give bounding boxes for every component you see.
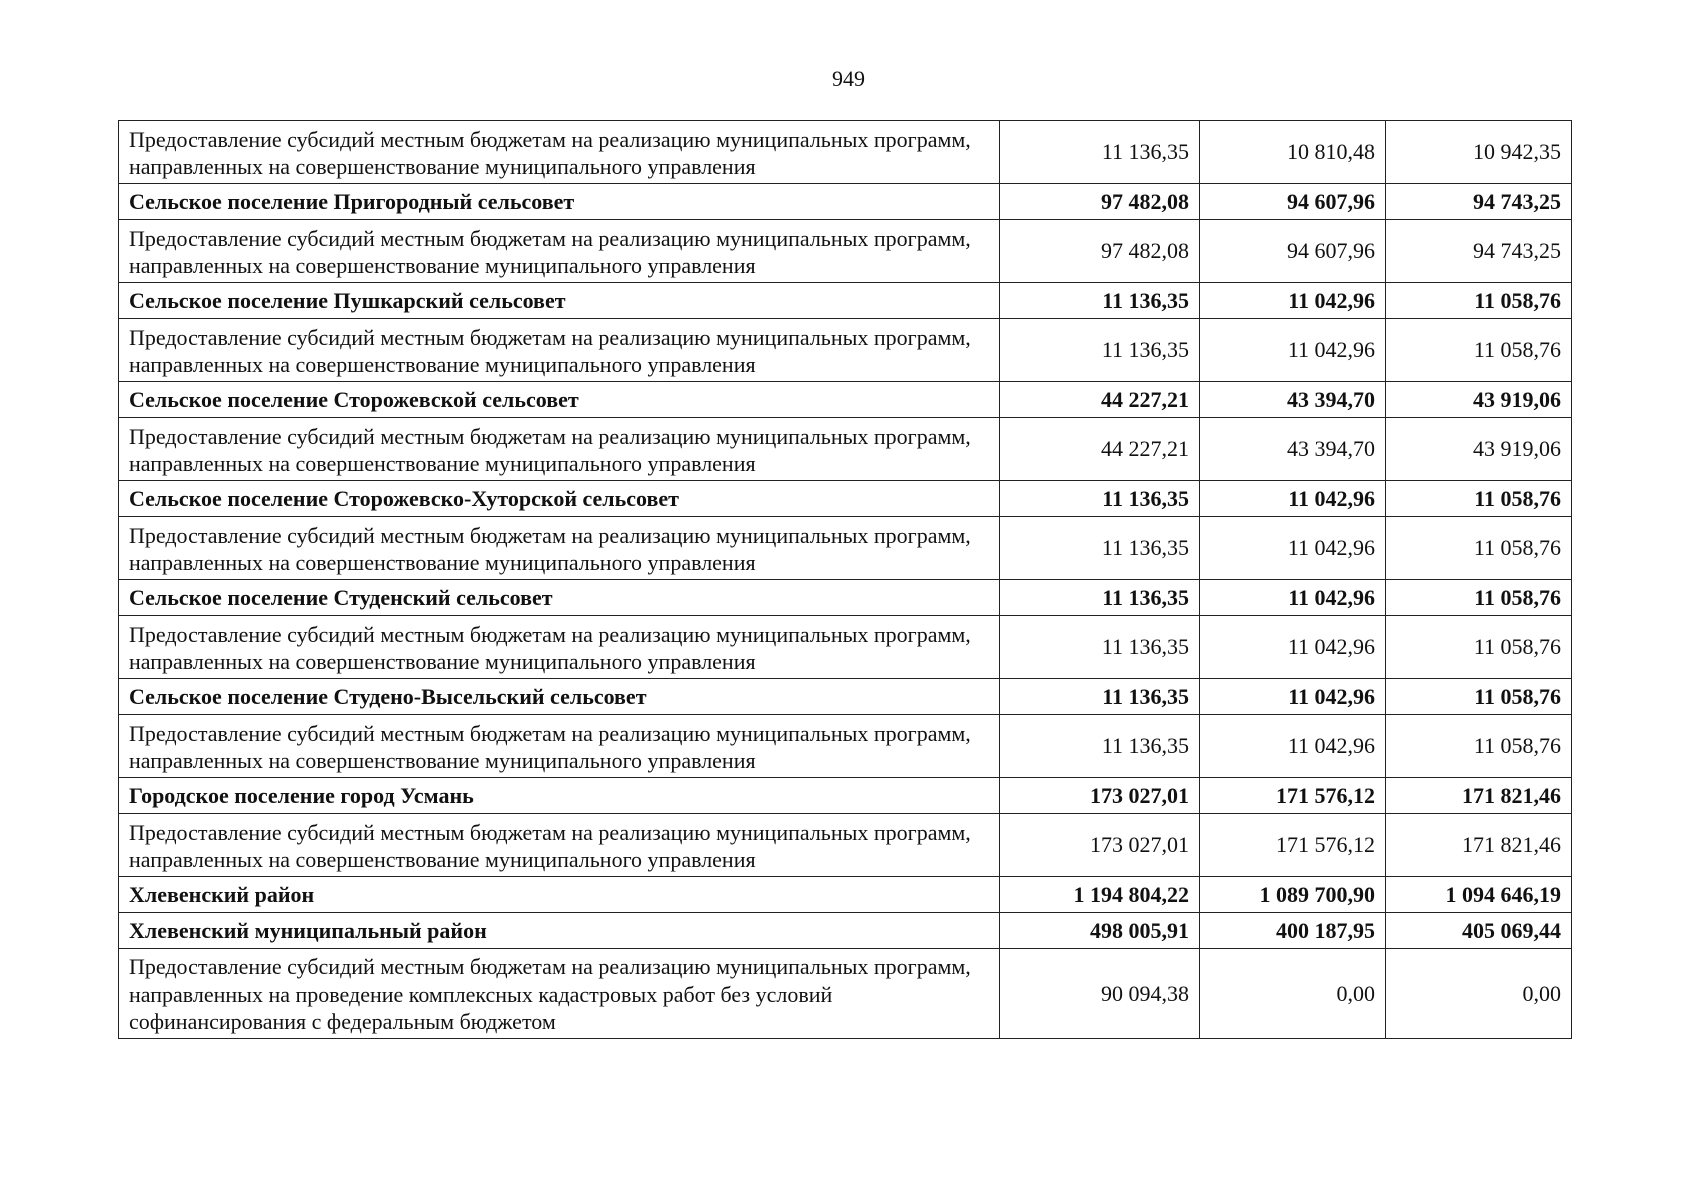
row-value-3: 43 919,06	[1386, 382, 1572, 418]
table-row	[119, 220, 1572, 283]
row-value-3: 43 919,06	[1386, 418, 1572, 481]
row-name: Сельское поселение Сторожевско-Хуторской сельсовет	[119, 481, 1000, 517]
row-value-3: 11 058,76	[1386, 319, 1572, 382]
table-row	[119, 616, 1572, 679]
row-value-1: 90 094,38	[1000, 949, 1200, 1039]
row-value-3: 94 743,25	[1386, 220, 1572, 283]
row-name: Сельское поселение Пушкарский сельсовет	[119, 283, 1000, 319]
table-row	[119, 580, 1572, 616]
table-row	[119, 877, 1572, 913]
row-name: Предоставление субсидий местным бюджетам на реализацию муниципальных программ, направленных на совершенствование муниципального управления	[119, 418, 1000, 481]
table-row	[119, 418, 1572, 481]
row-value-1: 1 194 804,22	[1000, 877, 1200, 913]
row-value-3: 171 821,46	[1386, 814, 1572, 877]
table-row	[119, 121, 1572, 184]
row-value-2: 400 187,95	[1200, 913, 1386, 949]
row-value-1: 11 136,35	[1000, 616, 1200, 679]
row-value-2: 94 607,96	[1200, 220, 1386, 283]
row-value-3: 11 058,76	[1386, 580, 1572, 616]
row-value-2: 171 576,12	[1200, 778, 1386, 814]
row-value-1: 11 136,35	[1000, 679, 1200, 715]
row-name: Предоставление субсидий местным бюджетам на реализацию муниципальных программ, направленных на совершенствование муниципального управления	[119, 715, 1000, 778]
row-value-2: 10 810,48	[1200, 121, 1386, 184]
row-value-2: 0,00	[1200, 949, 1386, 1039]
row-name: Предоставление субсидий местным бюджетам на реализацию муниципальных программ, направленных на совершенствование муниципального управления	[119, 121, 1000, 184]
table-row	[119, 715, 1572, 778]
row-value-2: 11 042,96	[1200, 580, 1386, 616]
table-row	[119, 679, 1572, 715]
row-value-1: 498 005,91	[1000, 913, 1200, 949]
row-name: Сельское поселение Студено-Высельский сельсовет	[119, 679, 1000, 715]
row-value-3: 11 058,76	[1386, 679, 1572, 715]
row-value-2: 11 042,96	[1200, 283, 1386, 319]
row-name: Городское поселение город Усмань	[119, 778, 1000, 814]
row-value-3: 1 094 646,19	[1386, 877, 1572, 913]
row-value-1: 97 482,08	[1000, 184, 1200, 220]
row-value-1: 11 136,35	[1000, 283, 1200, 319]
row-value-3: 11 058,76	[1386, 616, 1572, 679]
table-row	[119, 517, 1572, 580]
row-value-2: 11 042,96	[1200, 517, 1386, 580]
row-name: Предоставление субсидий местным бюджетам на реализацию муниципальных программ, направленных на совершенствование муниципального управления	[119, 319, 1000, 382]
row-value-3: 10 942,35	[1386, 121, 1572, 184]
row-name: Предоставление субсидий местным бюджетам на реализацию муниципальных программ, направленных на совершенствование муниципального управления	[119, 517, 1000, 580]
row-value-2: 11 042,96	[1200, 319, 1386, 382]
row-name: Предоставление субсидий местным бюджетам на реализацию муниципальных программ, направленных на совершенствование муниципального управления	[119, 814, 1000, 877]
table-row	[119, 949, 1572, 1039]
table-row	[119, 481, 1572, 517]
page-number: 949	[832, 66, 865, 91]
row-value-3: 11 058,76	[1386, 715, 1572, 778]
row-value-2: 11 042,96	[1200, 616, 1386, 679]
table-row	[119, 814, 1572, 877]
row-value-3: 94 743,25	[1386, 184, 1572, 220]
row-value-2: 94 607,96	[1200, 184, 1386, 220]
row-value-1: 11 136,35	[1000, 517, 1200, 580]
row-name: Предоставление субсидий местным бюджетам на реализацию муниципальных программ, направленных на совершенствование муниципального управления	[119, 220, 1000, 283]
table-row	[119, 283, 1572, 319]
row-value-1: 11 136,35	[1000, 319, 1200, 382]
row-value-2: 171 576,12	[1200, 814, 1386, 877]
row-name: Предоставление субсидий местным бюджетам на реализацию муниципальных программ, направленных на проведение комплексных кадастровых работ без условий софинансирования с федеральным бюджетом	[119, 949, 1000, 1039]
table-row	[119, 913, 1572, 949]
row-name: Сельское поселение Пригородный сельсовет	[119, 184, 1000, 220]
row-value-3: 11 058,76	[1386, 481, 1572, 517]
row-value-2: 1 089 700,90	[1200, 877, 1386, 913]
row-value-1: 11 136,35	[1000, 580, 1200, 616]
budget-table	[118, 120, 1572, 1039]
row-value-2: 11 042,96	[1200, 481, 1386, 517]
row-value-1: 173 027,01	[1000, 814, 1200, 877]
row-value-3: 405 069,44	[1386, 913, 1572, 949]
row-value-2: 43 394,70	[1200, 418, 1386, 481]
table-row	[119, 319, 1572, 382]
row-value-3: 11 058,76	[1386, 517, 1572, 580]
row-value-3: 11 058,76	[1386, 283, 1572, 319]
row-value-1: 11 136,35	[1000, 481, 1200, 517]
budget-table-body	[119, 121, 1572, 1039]
row-name: Предоставление субсидий местным бюджетам на реализацию муниципальных программ, направленных на совершенствование муниципального управления	[119, 616, 1000, 679]
row-name: Сельское поселение Сторожевской сельсовет	[119, 382, 1000, 418]
row-value-2: 11 042,96	[1200, 715, 1386, 778]
table-row	[119, 382, 1572, 418]
row-name: Хлевенский муниципальный район	[119, 913, 1000, 949]
row-name: Хлевенский район	[119, 877, 1000, 913]
row-value-1: 44 227,21	[1000, 382, 1200, 418]
row-value-1: 11 136,35	[1000, 121, 1200, 184]
row-value-1: 44 227,21	[1000, 418, 1200, 481]
row-value-1: 97 482,08	[1000, 220, 1200, 283]
row-value-1: 173 027,01	[1000, 778, 1200, 814]
row-value-3: 171 821,46	[1386, 778, 1572, 814]
row-name: Сельское поселение Студенский сельсовет	[119, 580, 1000, 616]
row-value-2: 43 394,70	[1200, 382, 1386, 418]
row-value-3: 0,00	[1386, 949, 1572, 1039]
table-row	[119, 778, 1572, 814]
table-row	[119, 184, 1572, 220]
row-value-1: 11 136,35	[1000, 715, 1200, 778]
row-value-2: 11 042,96	[1200, 679, 1386, 715]
